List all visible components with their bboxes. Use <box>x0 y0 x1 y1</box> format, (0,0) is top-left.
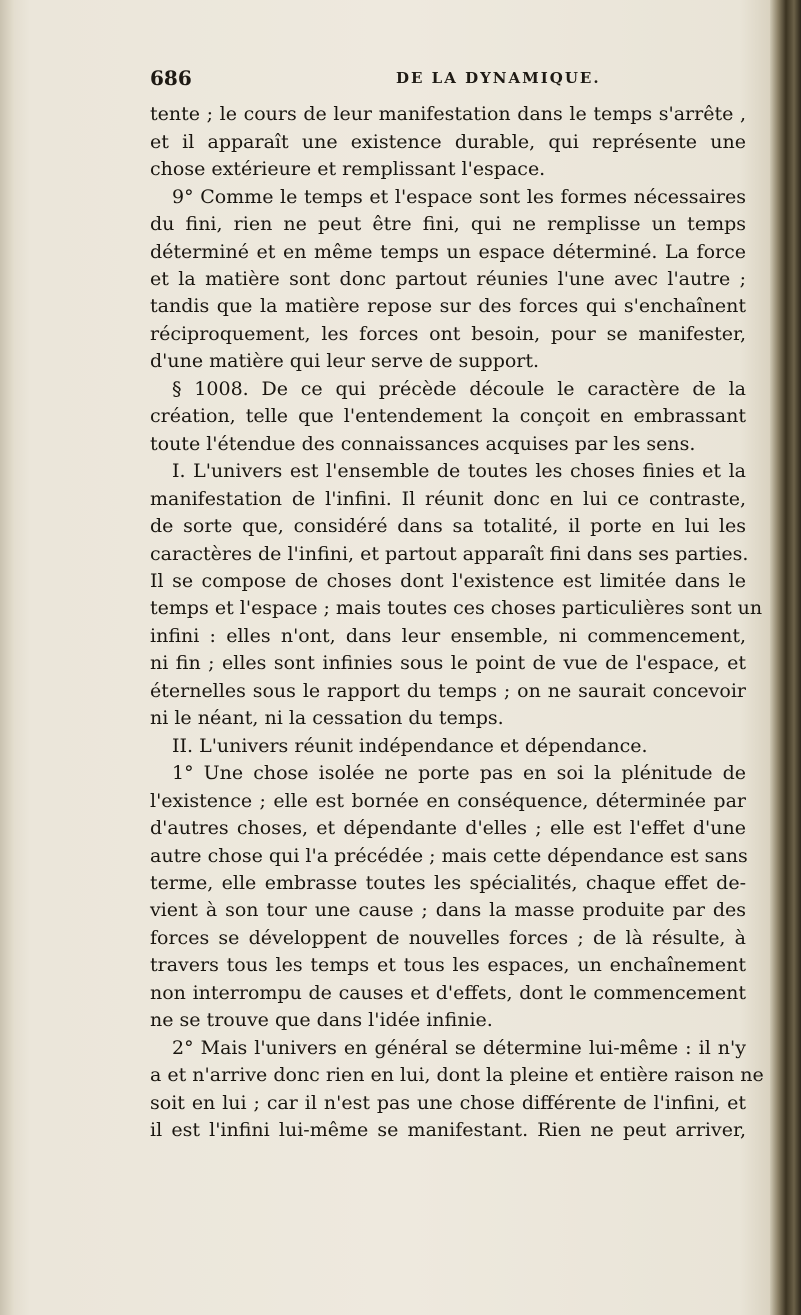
text-line: temps et l'espace ; mais toutes ces choses particulières sont un <box>150 597 763 619</box>
text-line: éternelles sous le rapport du temps ; on ne saurait concevoir <box>150 680 746 702</box>
text-line: forces se développent de nouvelles forces ; de là résulte, à <box>150 927 746 949</box>
text-line: II. L'univers réunit indépendance et dépendance. <box>172 735 648 757</box>
text-line: soit en lui ; car il n'est pas une chose différente de l'infini, et <box>150 1092 746 1114</box>
text-line: a et n'arrive donc rien en lui, dont la pleine et entière raison ne <box>150 1064 764 1086</box>
text-line: et il apparaît une existence durable, qui représente une <box>150 131 746 153</box>
text-line: § 1008. De ce qui précède découle le caractère de la <box>172 378 746 400</box>
text-line: d'une matière qui leur serve de support. <box>150 350 540 372</box>
text-line: autre chose qui l'a précédée ; mais cette dépendance est sans <box>150 845 748 867</box>
text-line: terme, elle embrasse toutes les spécialités, chaque effet de- <box>150 872 746 894</box>
text-line: réciproquement, les forces ont besoin, pour se manifester, <box>150 323 746 345</box>
text-line: vient à son tour une cause ; dans la masse produite par des <box>150 899 746 921</box>
text-line: chose extérieure et remplissant l'espace. <box>150 158 546 180</box>
text-line: Il se compose de choses dont l'existence est limitée dans le <box>150 570 746 592</box>
text-line: caractères de l'infini, et partout apparaît fini dans ses parties. <box>150 543 749 565</box>
text-line: non interrompu de causes et d'effets, dont le commencement <box>150 982 746 1004</box>
page-number: 686 <box>150 66 192 90</box>
text-line: ne se trouve que dans l'idée infinie. <box>150 1009 493 1031</box>
text-line: il est l'infini lui-même se manifestant. Rien ne peut arriver, <box>150 1119 746 1141</box>
text-line: I. L'univers est l'ensemble de toutes les choses finies et la <box>172 460 746 482</box>
text-line: création, telle que l'entendement la conçoit en embrassant <box>150 405 746 427</box>
text-line: manifestation de l'infini. Il réunit donc en lui ce contraste, <box>150 488 746 510</box>
text-line: déterminé et en même temps un espace déterminé. La force <box>150 241 746 263</box>
text-line: et la matière sont donc partout réunies l'une avec l'autre ; <box>150 268 746 290</box>
text-line: 2° Mais l'univers en général se détermine lui-même : il n'y <box>172 1037 746 1059</box>
text-line: de sorte que, considéré dans sa totalité, il porte en lui les <box>150 515 746 537</box>
text-line: travers tous les temps et tous les espaces, un enchaînement <box>150 954 746 976</box>
text-line: ni fin ; elles sont infinies sous le point de vue de l'espace, et <box>150 652 746 674</box>
text-line: tente ; le cours de leur manifestation dans le temps s'arrête , <box>150 103 746 125</box>
text-line: l'existence ; elle est bornée en conséquence, déterminée par <box>150 790 746 812</box>
text-line: 1° Une chose isolée ne porte pas en soi la plénitude de <box>172 762 746 784</box>
running-title: DE LA DYNAMIQUE. <box>396 69 601 87</box>
text-line: tandis que la matière repose sur des forces qui s'enchaînent <box>150 295 746 317</box>
text-line: 9° Comme le temps et l'espace sont les formes nécessaires <box>172 186 746 208</box>
text-line: du fini, rien ne peut être fini, qui ne remplisse un temps <box>150 213 746 235</box>
text-line: d'autres choses, et dépendante d'elles ; elle est l'effet d'une <box>150 817 746 839</box>
text-line: infini : elles n'ont, dans leur ensemble, ni commencement, <box>150 625 746 647</box>
text-line: toute l'étendue des connaissances acquises par les sens. <box>150 433 696 455</box>
text-line: ni le néant, ni la cessation du temps. <box>150 707 504 729</box>
